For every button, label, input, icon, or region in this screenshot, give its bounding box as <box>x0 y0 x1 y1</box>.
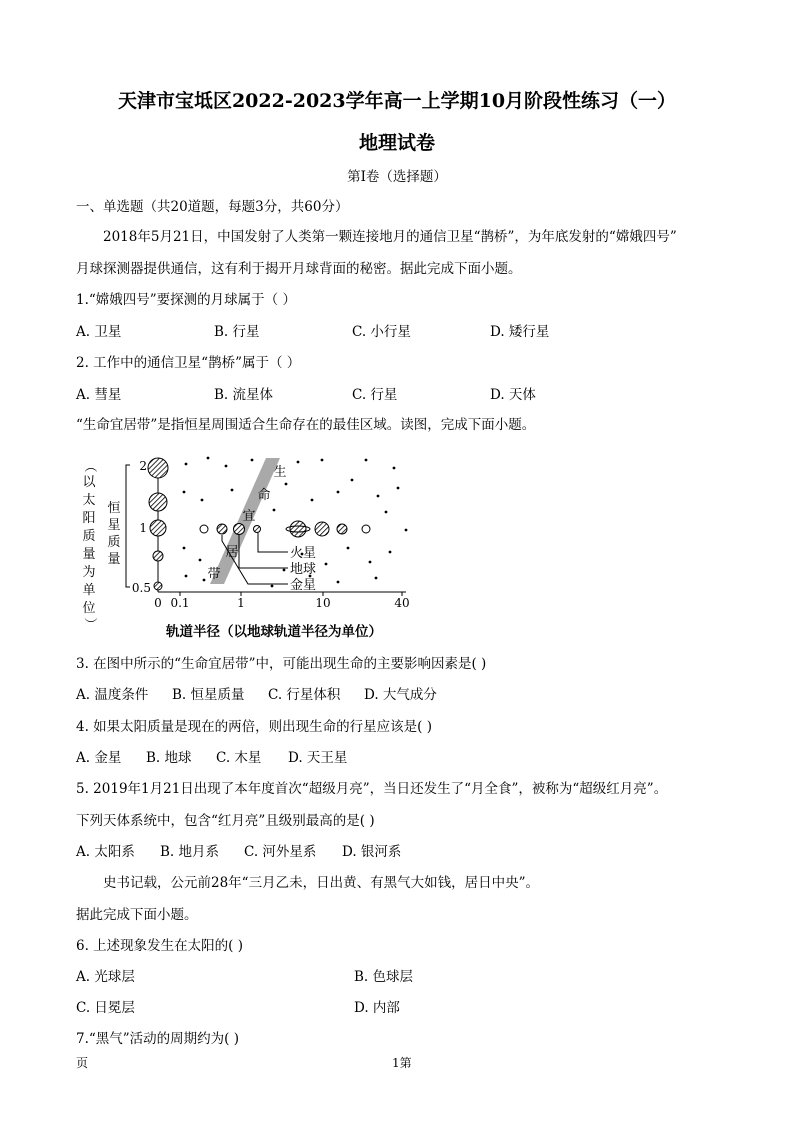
option-d: D. 天体 <box>490 387 536 403</box>
section-heading: 第I卷（选择题） <box>347 169 447 185</box>
planet-marker <box>217 524 227 534</box>
option-b: B. 色球层 <box>354 969 414 985</box>
part-heading: 一、单选题（共20道题，每题3分，共60分） <box>76 199 349 215</box>
x-tick-label: 10 <box>315 596 331 610</box>
planet-marker <box>254 526 261 533</box>
option-a: A. 温度条件 <box>76 687 149 703</box>
star-marker <box>148 458 168 478</box>
option-d: D. 大气成分 <box>364 687 437 703</box>
option-c: C. 小行星 <box>352 324 411 340</box>
passage-1-line-1: 2018年5月21日，中国发射了人类第一颗连接地月的通信卫星“鹊桥”，为年底发射的“嫦娥四号” <box>103 229 677 245</box>
option-b: B. 地球 <box>146 750 192 766</box>
question-7-stem: 7.“黑气”活动的周期约为( ) <box>76 1031 240 1047</box>
star-marker <box>150 520 166 536</box>
zone-label-char: 命 <box>257 488 271 503</box>
option-c: C. 河外星系 <box>244 844 317 860</box>
option-a: A. 卫星 <box>76 324 122 340</box>
habitable-zone-figure <box>76 452 416 644</box>
passage-3-line-2: 据此完成下面小题。 <box>76 907 198 923</box>
question-6-options-row-1 <box>76 968 632 986</box>
outer-ylabel-char: ） <box>82 617 97 631</box>
question-5-options <box>76 843 401 861</box>
planet-marker <box>337 524 347 534</box>
option-b: B. 恒星质量 <box>172 687 245 703</box>
footer-left: 页 <box>76 1056 89 1070</box>
option-a: A. 光球层 <box>76 969 135 985</box>
outer-ylabel-char: 阳 <box>82 511 96 526</box>
question-1-stem: 1.“嫦娥四号”要探测的月球属于（ ） <box>76 292 296 308</box>
document-title: 天津市宝坻区2022-2023学年高一上学期10月阶段性练习（一） <box>117 90 677 112</box>
planet-marker <box>362 525 370 533</box>
option-b: B. 地月系 <box>160 844 220 860</box>
option-c: C. 行星体积 <box>268 687 341 703</box>
x-tick-label: 1 <box>237 596 245 610</box>
question-2-stem: 2. 工作中的通信卫星“鹊桥”属于（ ） <box>76 355 301 371</box>
y-tick-label: 1 <box>139 521 147 535</box>
outer-ylabel-char: 位 <box>82 601 96 616</box>
option-d: D. 天王星 <box>288 750 348 766</box>
question-3-options <box>76 686 460 704</box>
document-subject: 地理试卷 <box>358 132 435 154</box>
x-tick-label: 40 <box>394 596 410 610</box>
option-d: D. 矮行星 <box>490 324 550 340</box>
passage-2: “生命宜居带”是指恒星周围适合生命存在的最佳区域。读图，完成下面小题。 <box>76 417 536 433</box>
option-a: A. 金星 <box>76 750 122 766</box>
option-c: C. 日冕层 <box>76 1000 135 1016</box>
y-tick-label: 0.5 <box>131 581 151 595</box>
planet-marker <box>315 522 329 536</box>
question-5-stem-line-1: 5. 2019年1月21日出现了本年度首次“超级月亮”，当日还发生了“月全食”，被称为“超级红月亮”。 <box>76 781 668 797</box>
outer-ylabel-char: 质 <box>82 529 96 544</box>
zone-label-char: 宜 <box>242 509 256 524</box>
planet-marker <box>290 521 306 537</box>
option-b: B. 流星体 <box>214 387 274 403</box>
question-1-options <box>76 323 628 341</box>
question-6-options-row-2 <box>76 999 632 1017</box>
zone-label-char: 生 <box>273 465 287 480</box>
outer-ylabel-char: 以 <box>82 475 96 490</box>
option-a: A. 太阳系 <box>76 844 135 860</box>
star-marker <box>153 551 163 561</box>
star-marker <box>154 582 162 590</box>
x-axis-label: 轨道半径（以地球轨道半径为单位） <box>166 624 382 640</box>
planet-marker <box>234 524 245 535</box>
y-tick-label: 2 <box>139 459 147 473</box>
question-6-stem: 6. 上述现象发生在太阳的( ) <box>76 938 243 954</box>
question-4-stem: 4. 如果太阳质量是现在的两倍，则出现生命的行星应该是( ) <box>76 719 432 735</box>
inner-ylabel-char: 质 <box>107 535 121 550</box>
inner-ylabel-char: 量 <box>107 552 121 567</box>
outer-ylabel-char: （ <box>82 459 97 473</box>
option-a: A. 彗星 <box>76 387 122 403</box>
zone-label-char: 居 <box>225 545 239 560</box>
outer-ylabel-char: 为 <box>82 565 96 580</box>
question-4-options <box>76 749 347 767</box>
planet-label-earth: 地球 <box>290 562 317 577</box>
passage-3-line-1: 史书记载，公元前28年“三月乙未，日出黄、有黑气大如钱，居日中央”。 <box>103 875 539 891</box>
option-d: D. 银河系 <box>342 844 402 860</box>
option-d: D. 内部 <box>354 1000 400 1016</box>
question-3-stem: 3. 在图中所示的“生命宜居带”中，可能出现生命的主要影响因素是( ) <box>76 656 487 672</box>
option-c: C. 行星 <box>352 387 398 403</box>
footer-page-number: 1第 <box>392 1056 412 1070</box>
outer-ylabel-char: 单 <box>82 583 96 598</box>
zone-label-char: 带 <box>207 567 221 582</box>
question-2-options <box>76 386 628 404</box>
inner-ylabel-char: 星 <box>107 518 121 533</box>
x-tick-label: 0 <box>154 596 162 610</box>
planet-label-mars: 火星 <box>290 546 317 561</box>
outer-ylabel-char: 量 <box>82 547 96 562</box>
star-marker <box>149 493 167 511</box>
x-tick-label: 0.1 <box>170 596 190 610</box>
option-c: C. 木星 <box>216 750 262 766</box>
planet-label-venus: 金星 <box>290 578 317 593</box>
outer-ylabel-char: 太 <box>82 493 96 508</box>
option-b: B. 行星 <box>214 324 260 340</box>
passage-1-line-2: 月球探测器提供通信，这有利于揭开月球背面的秘密。据此完成下面小题。 <box>76 261 522 277</box>
planet-marker <box>200 525 208 533</box>
question-5-stem-line-2: 下列天体系统中，包含“红月亮”且级别最高的是( ) <box>76 813 375 829</box>
inner-ylabel-char: 恒 <box>107 501 121 516</box>
